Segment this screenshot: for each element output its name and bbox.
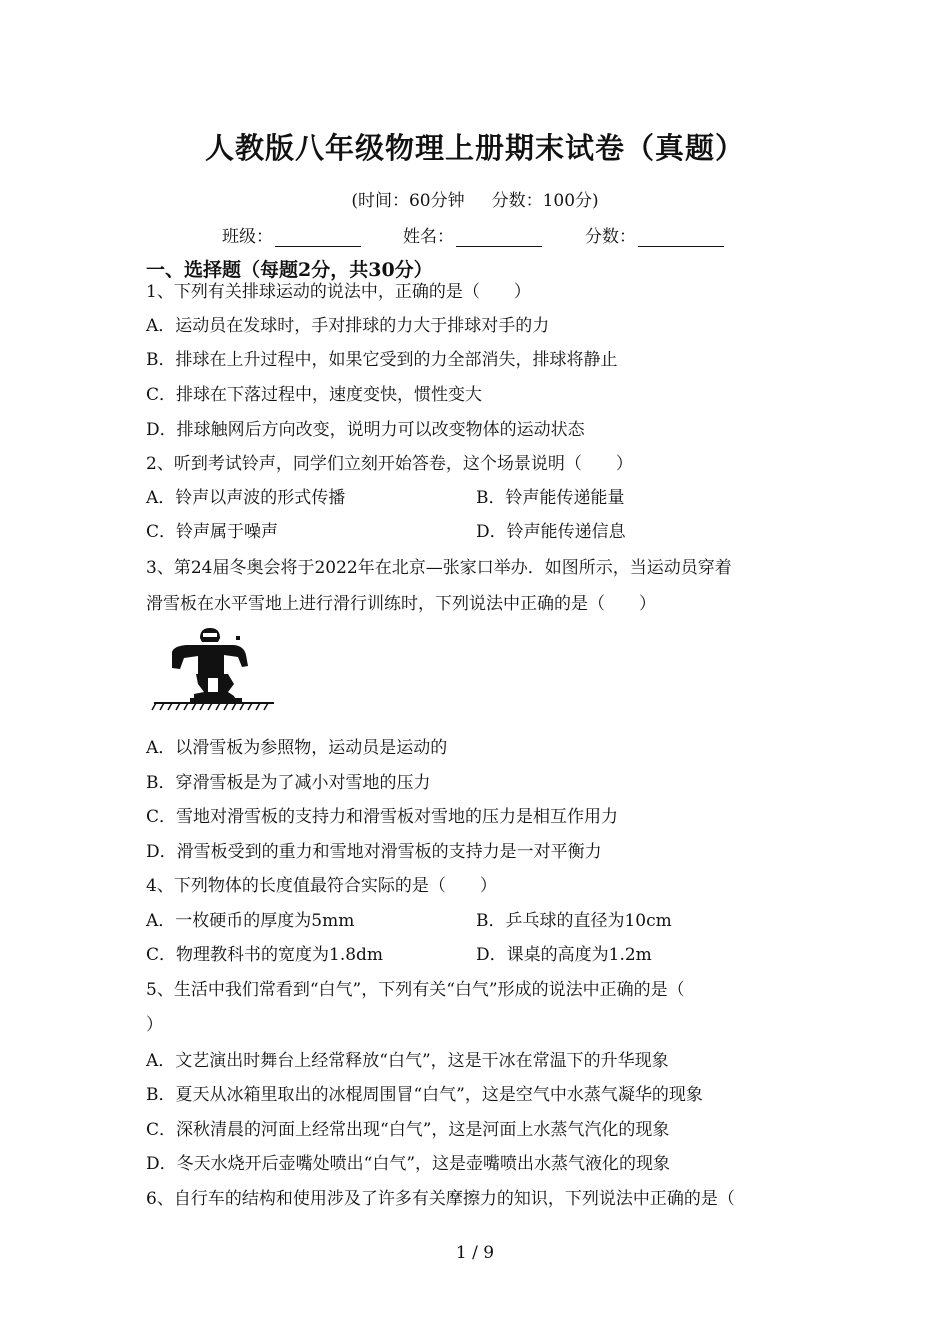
name-label: 姓名： bbox=[403, 227, 454, 247]
q1-option-d: D．排球触网后方向改变，说明力可以改变物体的运动状态 bbox=[146, 420, 585, 440]
q1-stem: 1、下列有关排球运动的说法中，正确的是（ ） bbox=[146, 282, 531, 302]
q2-option-d: D．铃声能传递信息 bbox=[476, 522, 626, 542]
q5-option-d: D．冬天水烧开后壶嘴处喷出“白气”，这是壶嘴喷出水蒸气液化的现象 bbox=[146, 1154, 671, 1174]
q4-option-b: B．乒乓球的直径为10cm bbox=[476, 911, 672, 931]
class-label: 班级： bbox=[222, 227, 273, 247]
name-field bbox=[403, 222, 542, 247]
q3-option-c: C．雪地对滑雪板的支持力和滑雪板对雪地的压力是相互作用力 bbox=[146, 807, 619, 827]
section-heading: 一、选择题（每题2分，共30分） bbox=[146, 259, 433, 281]
q5-option-a: A．文艺演出时舞台上经常释放“白气”，这是干冰在常温下的升华现象 bbox=[146, 1051, 669, 1071]
score-label: 分数： bbox=[585, 227, 636, 247]
exam-meta: (时间：60分钟 分数：100分) bbox=[351, 191, 599, 211]
q5-stem-line2: ） bbox=[146, 1015, 163, 1035]
q1-option-a: A．运动员在发球时，手对排球的力大于排球对手的力 bbox=[146, 316, 550, 336]
q1-option-c: C．排球在下落过程中，速度变快，惯性变大 bbox=[146, 385, 483, 405]
score-blank[interactable] bbox=[638, 230, 724, 247]
q4-option-a: A．一枚硬币的厚度为5mm bbox=[146, 911, 355, 931]
score-field bbox=[585, 222, 724, 247]
q4-stem: 4、下列物体的长度值最符合实际的是（ ） bbox=[146, 876, 497, 896]
class-blank[interactable] bbox=[275, 230, 361, 247]
q3-option-a: A．以滑雪板为参照物，运动员是运动的 bbox=[146, 738, 448, 758]
q2-stem: 2、听到考试铃声，同学们立刻开始答卷，这个场景说明（ ） bbox=[146, 454, 633, 474]
class-field bbox=[222, 222, 361, 247]
q5-stem-line1: 5、生活中我们常看到“白气”，下列有关“白气”形成的说法中正确的是（ bbox=[146, 980, 685, 1000]
page-title: 人教版八年级物理上册期末试卷（真题） bbox=[204, 131, 745, 165]
q4-option-c: C．物理教科书的宽度为1.8dm bbox=[146, 945, 384, 965]
name-blank[interactable] bbox=[456, 230, 542, 247]
q4-option-d: D．课桌的高度为1.2m bbox=[476, 945, 652, 965]
q1-option-b: B．排球在上升过程中，如果它受到的力全部消失，排球将静止 bbox=[146, 350, 618, 370]
q5-option-b: B．夏天从冰箱里取出的冰棍周围冒“白气”，这是空气中水蒸气凝华的现象 bbox=[146, 1085, 703, 1105]
q3-option-b: B．穿滑雪板是为了减小对雪地的压力 bbox=[146, 773, 431, 793]
q3-stem-line2: 滑雪板在水平雪地上进行滑行训练时，下列说法中正确的是（ ） bbox=[146, 594, 656, 614]
snowboarder-figure bbox=[150, 622, 280, 714]
q2-option-a: A．铃声以声波的形式传播 bbox=[146, 488, 346, 508]
q5-option-c: C．深秋清晨的河面上经常出现“白气”，这是河面上水蒸气汽化的现象 bbox=[146, 1120, 670, 1140]
q2-option-c: C．铃声属于噪声 bbox=[146, 522, 279, 542]
q6-stem: 6、自行车的结构和使用涉及了许多有关摩擦力的知识，下列说法中正确的是（ bbox=[146, 1189, 735, 1209]
q2-option-b: B．铃声能传递能量 bbox=[476, 488, 625, 508]
page-number: 1 / 9 bbox=[455, 1243, 495, 1263]
q3-stem-line1: 3、第24届冬奥会将于2022年在北京—张家口举办．如图所示，当运动员穿着 bbox=[146, 558, 732, 578]
q3-option-d: D．滑雪板受到的重力和雪地对滑雪板的支持力是一对平衡力 bbox=[146, 842, 602, 862]
